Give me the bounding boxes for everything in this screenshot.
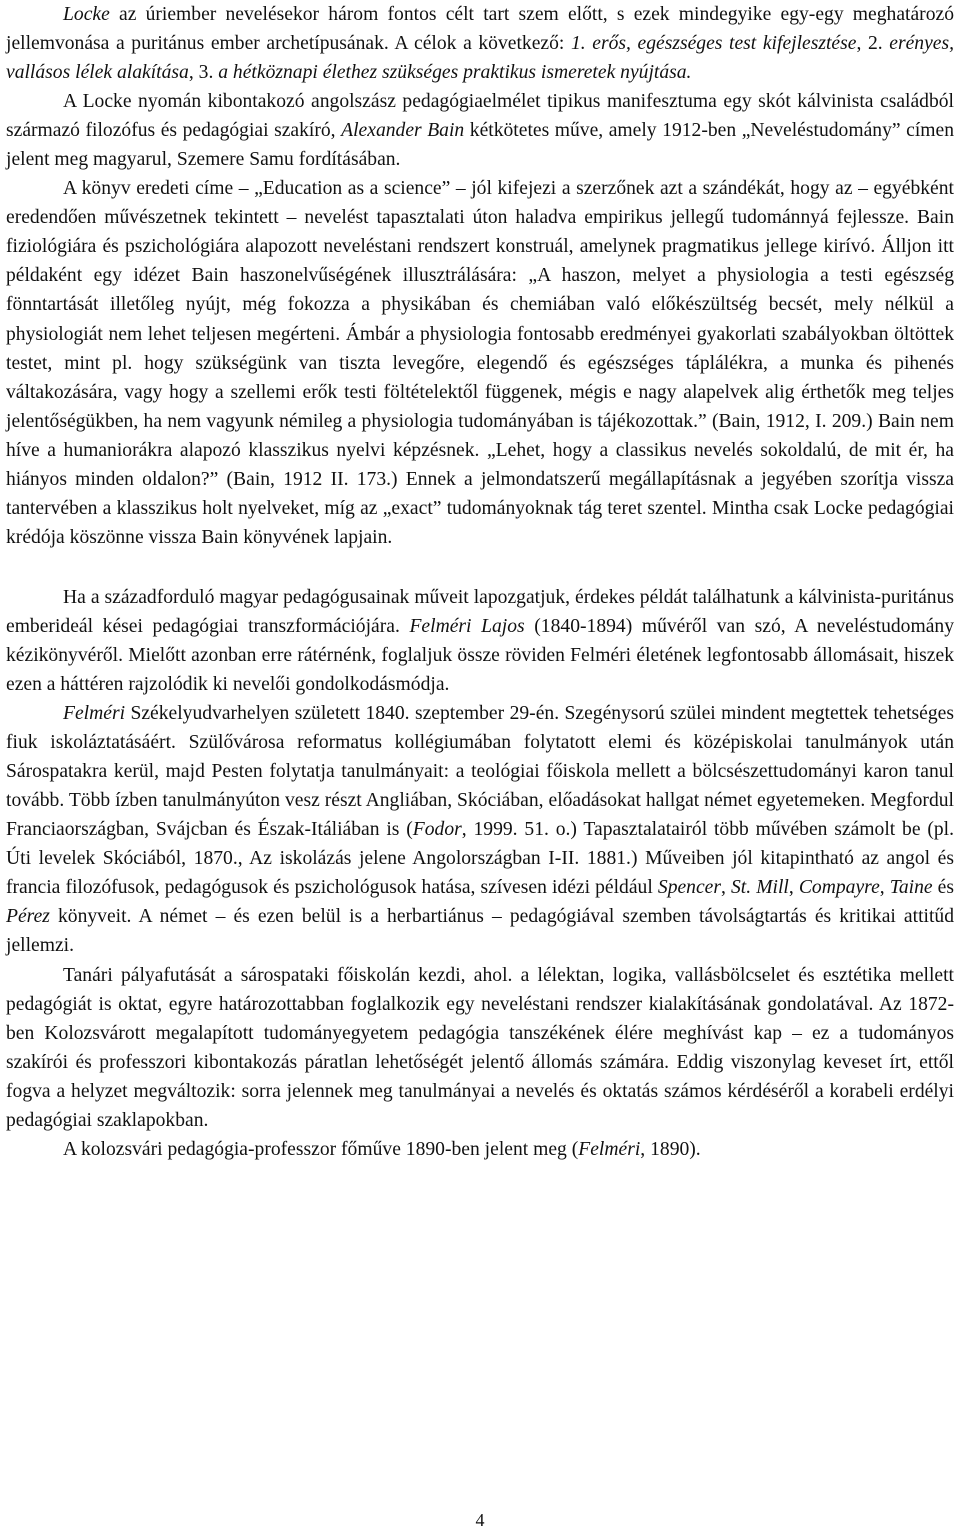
italic-text-segment: Pérez: [6, 906, 50, 928]
paragraph-felmeri-work: [6, 1135, 954, 1164]
paragraph-felmeri-career: [6, 961, 954, 1135]
italic-text-segment: 1. erős, egészséges test kifejlesztése: [570, 33, 857, 55]
text-segment: Székelyudvarhelyen született 1840. szeptember 29-én. Szegénysorú szülei mindent megtettek tehetséges fiuk iskoláztatásáért. Szülővárosa reformatus kollégiumában folytatott elemi és középiskolai tanulmányok után Sárospatakra kerül, majd Pesten folytatja tanulmányait: a teológiai főiskola mellett a bölcsészettudományi karon tanul tovább. Több ízben tanulmányúton vesz részt Angliában, Skóciában, előadásokat hallgat német egyetemeken. Megfordul Franciaországban, Svájcban és Észak-Itáliában is (: [6, 703, 954, 841]
text-segment: (1840-1894) művéről van szó, A neveléstudomány kézikönyvéről. Mielőtt azonban erre rátérnénk, foglaljuk össze röviden Felméri életének legfontosabb állomásait, hiszek ezen a háttéren rajzolódik ki nevelői gondolkodásmódja.: [6, 615, 954, 696]
italic-text-segment: Spencer: [657, 877, 721, 899]
italic-text-segment: Fodor: [412, 819, 462, 841]
italic-text-segment: Felméri Lajos: [409, 615, 525, 637]
text-segment: ,: [788, 877, 799, 899]
italic-text-segment: erényes, vallásos lélek alakítása: [6, 33, 954, 84]
text-segment: és: [932, 877, 954, 899]
text-segment: könyveit. A német – és ezen belül is a herbartiánus – pedagógiával szemben távolságtartás és kritikai attitűd jellemzi.: [6, 906, 954, 957]
text-segment: Ha a századforduló magyar pedagógusainak műveit lapozgatjuk, érdekes példát találhatunk a kálvinista-puritánus emberideál kései pedagógiai transzformációjára.: [6, 586, 954, 637]
paragraph-felmeri-intro: [6, 583, 954, 699]
text-segment: Tanári pályafutását a sárospataki főiskolán kezdi, ahol. a lélektan, logika, vallásbölcselet és esztétika mellett pedagógiát is oktat, egyre határozottabban foglalkozik egy neveléstani rendszer kialakításának gondolatával. Az 1872-ben Kolozsvárott megalapított tudományegyetem pedagógia tanszékének élére meghívást kap – ez a tudományos szakírói és professzori kibontakozás páratlan lehetőségét jelentő állomás számára. Eddig viszonylag keveset írt, ettől fogva a helyzet megváltozik: sorra jelennek meg tanulmányai a nevelés és oktatás számos kérdéséről a korabeli erdélyi pedagógiai szaklapokban.: [6, 964, 954, 1131]
text-segment: , 1890).: [640, 1138, 701, 1160]
paragraph-bain-book: [6, 174, 954, 552]
italic-text-segment: Compayre: [798, 877, 880, 899]
italic-text-segment: a hétköznapi élethez szükséges praktikus ismeretek nyújtása.: [218, 62, 692, 84]
paragraph-gap: [6, 552, 954, 583]
italic-text-segment: St. Mill: [730, 877, 789, 899]
text-segment: az úriember nevelésekor három fontos célt tart szem előtt, s ezek mindegyike egy-egy meghatározó jellemvonása a puritánus ember archetípusának. A célok a következő:: [6, 4, 954, 55]
paragraph-locke-goals: [6, 0, 954, 87]
italic-text-segment: Alexander Bain: [341, 120, 465, 142]
text-segment: ,: [721, 877, 731, 899]
document-page: [6, 0, 954, 1164]
paragraph-felmeri-life: [6, 699, 954, 960]
text-segment: ,: [879, 877, 890, 899]
text-segment: , 3.: [188, 62, 219, 84]
italic-text-segment: Felméri: [63, 703, 126, 725]
text-segment: , 2.: [856, 33, 890, 55]
page-number: 4: [475, 1510, 485, 1530]
italic-text-segment: Locke: [63, 4, 110, 25]
italic-text-segment: Taine: [889, 877, 933, 899]
text-segment: kétkötetes műve, amely 1912-ben „Neveléstudomány” címen jelent meg magyarul, Szemere Samu fordításában.: [6, 120, 954, 171]
text-segment: A kolozsvári pedagógia-professzor főműve 1890-ben jelent meg (: [63, 1138, 579, 1160]
text-segment: A könyv eredeti címe – „Education as a science” – jól kifejezi a szerzőnek azt a szándékát, hogy az – egyébként eredendően művészetnek tekintett – nevelést tapasztalati úton haladva empirikus jellegű tudománnyá fejlessze. Bain fiziológiára és pszichológiára alapozott neveléstani rendszert konstruál, amelynek pragmatikus jellege kirívó. Álljon itt példaként egy idézet Bain haszonelvűségének illusztrálására: „A haszon, melyet a physiologia a testi egészség fönntartását illetőleg nyújt, még fokozza a physikában és chemiában való előkészültség becsét, mely nélkül a physiologiát nem lehet teljesen megérteni. Ámbár a physiologia fontosabb eredményei gyakorlati szabályokban öltöttek testet, mint pl. hogy szükségünk van tiszta levegőre, elegendő és egészséges táplálékra, a munka és pihenés váltakozására, vagy hogy a szellemi erők testi föltételektől függenek, mégis e nagy alapelvek alig érthetők meg teljes jelentőségükben, ha nem vagyunk némileg a physiologia tudományában is tájékozottak.” (Bain, 1912, I. 209.) Bain nem híve a humaniorákra alapozó klasszikus nyelvi képzésnek. „Lehet, hogy a classikus nevelés sokoldalú, de mit ér, ha hiányos minden oldalon?” (Bain, 1912 II. 173.) Ennek a jelmondatszerű megállapításnak a jegyében szorítja vissza tantervében a klasszikus holt nyelveket, míg az „exact” tudományoknak tág teret szentel. Mintha csak Locke pedagógiai krédója köszönne vissza Bain könyvének lapjain.: [6, 178, 954, 548]
italic-text-segment: Felméri: [578, 1138, 641, 1160]
paragraph-bain-intro: [6, 87, 954, 174]
text-segment: , 1999. 51. o.) Tapasztalatairól több művében számolt be (pl. Úti levelek Skóciából, 1870., Az iskolázás jelene Angolországban I-II. 1881.) Műveiben jól kitapintható az angol és francia filozófusok, pedagógusok és pszichológusok hatása, szívesen idézi például: [6, 819, 955, 899]
text-segment: A Locke nyomán kibontakozó angolszász pedagógiaelmélet tipikus manifesztuma egy skót kálvinista családból származó filozófus és pedagógiai szakíró,: [6, 91, 954, 142]
